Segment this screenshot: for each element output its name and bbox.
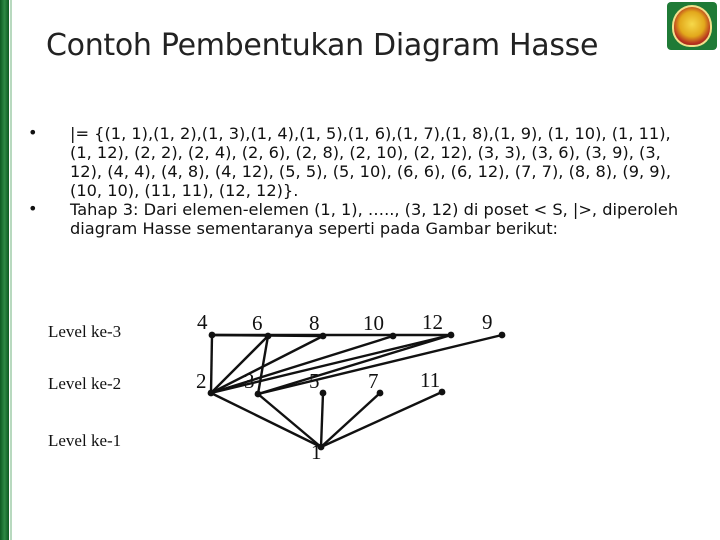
- edge-1-7: [321, 393, 380, 447]
- node-label-4: 4: [197, 310, 208, 334]
- bullet-relation-text: |= {(1, 1),(1, 2),(1, 3),(1, 4),(1, 5),(1, 6),(1, 7),(1, 8),(1, 9), (1, 10), (1, 11), (1, 12), (2, 2), (2, 4), (2, 6), (2, 8), (2, 10), (2, 12), (3, 3), (3, 6), (3, 9), (3, 12), (4, 4), (4, 8), (4, 12), (5, 5), (5, 10), (6, 6), (6, 12), (7, 7), (8, 8), (9, 9), (10, 10), (11, 11), (12, 12)}.: [70, 124, 672, 200]
- node-dot-8: [320, 333, 327, 340]
- node-dot-4: [209, 332, 216, 339]
- node-label-6: 6: [252, 311, 263, 335]
- node-label-10: 10: [363, 311, 384, 335]
- level-label-3: Level ke-3: [48, 322, 122, 341]
- node-label-7: 7: [368, 369, 379, 393]
- node-label-12: 12: [422, 310, 443, 334]
- node-label-11: 11: [420, 368, 441, 392]
- node-dot-3: [255, 391, 262, 398]
- node-label-9: 9: [482, 310, 493, 334]
- node-label-2: 2: [196, 369, 207, 393]
- node-label-8: 8: [309, 311, 320, 335]
- level-label-2: Level ke-2: [48, 374, 122, 393]
- node-dot-9: [499, 332, 506, 339]
- node-label-5: 5: [309, 369, 320, 393]
- level-labels: [48, 322, 121, 450]
- bullet-dot-icon: •: [28, 123, 38, 142]
- bullet-step3-text: Tahap 3: Dari elemen-elemen (1, 1), ….., (3, 12) di poset < S, |>, diperoleh diagram Hasse sementaranya seperti pada Gambar berikut:: [70, 200, 679, 238]
- level-label-1: Level ke-1: [48, 431, 122, 450]
- node-dot-10: [390, 333, 397, 340]
- edge-1-5: [321, 393, 323, 447]
- hasse-nodes: [196, 310, 505, 464]
- node-dot-2: [208, 390, 215, 397]
- edge-1-11: [321, 392, 442, 447]
- hasse-edges: [211, 335, 502, 447]
- bullet-dot-icon: •: [28, 199, 38, 218]
- node-label-1: 1: [311, 440, 322, 464]
- slide-title: Contoh Pembentukan Diagram Hasse: [46, 28, 599, 63]
- edge-3-9: [258, 335, 502, 394]
- node-dot-6: [265, 333, 272, 340]
- node-label-3: 3: [244, 369, 255, 393]
- node-dot-5: [320, 390, 327, 397]
- edge-2-4: [211, 335, 212, 393]
- node-dot-12: [448, 332, 455, 339]
